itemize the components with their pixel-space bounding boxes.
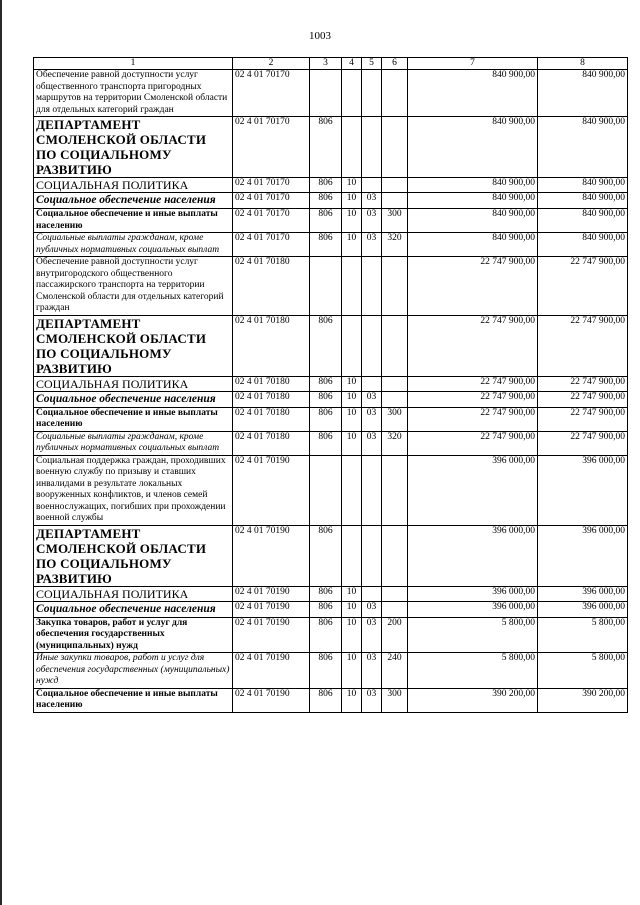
department-code: 806: [310, 653, 342, 689]
table-row: [34, 391, 628, 407]
department-code: [310, 70, 342, 117]
row-name: Социальное обеспечение и иные выплаты населению: [34, 209, 233, 233]
header-cell: 8: [538, 58, 628, 70]
subsection-code: 03: [362, 233, 382, 257]
amount-col-7: 396 000,00: [408, 525, 538, 586]
row-name: Иные закупки товаров, работ и услуг для обеспечения государственных (муниципальных) нужд: [34, 653, 233, 689]
row-name: СОЦИАЛЬНАЯ ПОЛИТИКА: [34, 586, 233, 601]
department-code: 806: [310, 431, 342, 455]
expense-type-code: 320: [382, 431, 408, 455]
section-code: 10: [342, 391, 362, 407]
target-article-code: 02 4 01 70190: [233, 617, 310, 653]
table-row: [34, 617, 628, 653]
subsection-code: 03: [362, 617, 382, 653]
header-cell: 1: [34, 58, 233, 70]
amount-col-7: 396 000,00: [408, 455, 538, 525]
expense-type-code: [382, 601, 408, 617]
header-cell: 3: [310, 58, 342, 70]
expense-type-code: [382, 586, 408, 601]
amount-col-8: 5 800,00: [538, 617, 628, 653]
department-code: 806: [310, 315, 342, 376]
department-code: 806: [310, 601, 342, 617]
section-code: [342, 257, 362, 316]
amount-col-8: 22 747 900,00: [538, 407, 628, 431]
amount-col-8: 840 900,00: [538, 193, 628, 209]
table-body: [34, 70, 628, 713]
subsection-code: [362, 257, 382, 316]
row-name: Закупка товаров, работ и услуг для обеспечения государственных (муниципальных) нужд: [34, 617, 233, 653]
table-row: [34, 257, 628, 316]
target-article-code: 02 4 01 70190: [233, 455, 310, 525]
department-code: 806: [310, 407, 342, 431]
subsection-code: 03: [362, 653, 382, 689]
amount-col-7: 390 200,00: [408, 688, 538, 712]
row-name: Социальное обеспечение населения: [34, 601, 233, 617]
amount-col-7: 396 000,00: [408, 586, 538, 601]
expense-type-code: [382, 315, 408, 376]
expense-type-code: [382, 70, 408, 117]
row-name: СОЦИАЛЬНАЯ ПОЛИТИКА: [34, 178, 233, 193]
table-row: [34, 233, 628, 257]
amount-col-7: 22 747 900,00: [408, 391, 538, 407]
amount-col-8: 5 800,00: [538, 653, 628, 689]
section-code: [342, 315, 362, 376]
department-code: 806: [310, 376, 342, 391]
page-number: 1003: [309, 30, 331, 42]
amount-col-8: 840 900,00: [538, 209, 628, 233]
table-header-row: [34, 58, 628, 70]
subsection-code: 03: [362, 601, 382, 617]
amount-col-8: 22 747 900,00: [538, 315, 628, 376]
subsection-code: [362, 455, 382, 525]
row-name: Социальные выплаты гражданам, кроме публичных нормативных социальных выплат: [34, 233, 233, 257]
expense-type-code: [382, 178, 408, 193]
amount-col-8: 396 000,00: [538, 601, 628, 617]
section-code: 10: [342, 617, 362, 653]
header-cell: 7: [408, 58, 538, 70]
target-article-code: 02 4 01 70170: [233, 70, 310, 117]
target-article-code: 02 4 01 70170: [233, 178, 310, 193]
subsection-code: [362, 117, 382, 178]
table-row: [34, 455, 628, 525]
row-name: ДЕПАРТАМЕНТ СМОЛЕНСКОЙ ОБЛАСТИ ПО СОЦИАЛЬНОМУ РАЗВИТИЮ: [34, 117, 233, 178]
amount-col-7: 22 747 900,00: [408, 407, 538, 431]
expense-type-code: [382, 117, 408, 178]
amount-col-8: 396 000,00: [538, 525, 628, 586]
amount-col-7: 22 747 900,00: [408, 431, 538, 455]
amount-col-8: 22 747 900,00: [538, 431, 628, 455]
table-row: [34, 376, 628, 391]
amount-col-8: 396 000,00: [538, 455, 628, 525]
amount-col-8: 22 747 900,00: [538, 391, 628, 407]
table-row: [34, 209, 628, 233]
amount-col-8: 390 200,00: [538, 688, 628, 712]
department-code: 806: [310, 117, 342, 178]
subsection-code: [362, 586, 382, 601]
amount-col-8: 396 000,00: [538, 586, 628, 601]
section-code: 10: [342, 376, 362, 391]
expense-type-code: [382, 391, 408, 407]
target-article-code: 02 4 01 70190: [233, 653, 310, 689]
department-code: 806: [310, 233, 342, 257]
section-code: 10: [342, 407, 362, 431]
table-row: [34, 688, 628, 712]
target-article-code: 02 4 01 70180: [233, 257, 310, 316]
department-code: 806: [310, 178, 342, 193]
section-code: 10: [342, 193, 362, 209]
section-code: 10: [342, 209, 362, 233]
amount-col-8: 840 900,00: [538, 233, 628, 257]
amount-col-7: 5 800,00: [408, 653, 538, 689]
table-row: [34, 117, 628, 178]
section-code: 10: [342, 688, 362, 712]
amount-col-7: 840 900,00: [408, 70, 538, 117]
subsection-code: [362, 525, 382, 586]
expense-type-code: [382, 525, 408, 586]
expense-type-code: [382, 376, 408, 391]
department-code: 806: [310, 688, 342, 712]
table-row: [34, 70, 628, 117]
row-name: Социальная поддержка граждан, проходивших военную службу по призыву и ставших инвалидами в результате локальных вооруженных конфликтов, и членов семей военнослужащих, погибших при прохождении военной службы: [34, 455, 233, 525]
subsection-code: [362, 376, 382, 391]
target-article-code: 02 4 01 70170: [233, 233, 310, 257]
expense-type-code: [382, 455, 408, 525]
amount-col-8: 840 900,00: [538, 178, 628, 193]
section-code: [342, 70, 362, 117]
expense-type-code: 300: [382, 209, 408, 233]
section-code: 10: [342, 431, 362, 455]
department-code: 806: [310, 617, 342, 653]
row-name: СОЦИАЛЬНАЯ ПОЛИТИКА: [34, 376, 233, 391]
target-article-code: 02 4 01 70170: [233, 209, 310, 233]
table-row: [34, 431, 628, 455]
target-article-code: 02 4 01 70170: [233, 117, 310, 178]
expense-type-code: 200: [382, 617, 408, 653]
subsection-code: 03: [362, 688, 382, 712]
table-row: [34, 193, 628, 209]
table-row: [34, 653, 628, 689]
amount-col-7: 840 900,00: [408, 178, 538, 193]
section-code: 10: [342, 601, 362, 617]
expense-type-code: [382, 257, 408, 316]
amount-col-7: 22 747 900,00: [408, 376, 538, 391]
scan-edge-line: [0, 0, 2, 905]
section-code: [342, 455, 362, 525]
table-row: [34, 407, 628, 431]
row-name: Социальное обеспечение населения: [34, 193, 233, 209]
row-name: Социальные выплаты гражданам, кроме публичных нормативных социальных выплат: [34, 431, 233, 455]
target-article-code: 02 4 01 70190: [233, 601, 310, 617]
section-code: 10: [342, 653, 362, 689]
target-article-code: 02 4 01 70190: [233, 525, 310, 586]
amount-col-7: 840 900,00: [408, 209, 538, 233]
department-code: 806: [310, 193, 342, 209]
amount-col-8: 22 747 900,00: [538, 257, 628, 316]
amount-col-8: 840 900,00: [538, 70, 628, 117]
row-name: Обеспечение равной доступности услуг общественного транспорта пригородных маршрутов на территории Смоленской области для отдельных категорий граждан: [34, 70, 233, 117]
header-cell: 2: [233, 58, 310, 70]
table-row: [34, 315, 628, 376]
amount-col-7: 840 900,00: [408, 233, 538, 257]
department-code: 806: [310, 586, 342, 601]
subsection-code: [362, 315, 382, 376]
section-code: 10: [342, 586, 362, 601]
amount-col-7: 396 000,00: [408, 601, 538, 617]
department-code: 806: [310, 391, 342, 407]
subsection-code: 03: [362, 431, 382, 455]
row-name: ДЕПАРТАМЕНТ СМОЛЕНСКОЙ ОБЛАСТИ ПО СОЦИАЛЬНОМУ РАЗВИТИЮ: [34, 525, 233, 586]
expense-type-code: 320: [382, 233, 408, 257]
amount-col-7: 840 900,00: [408, 193, 538, 209]
header-cell: 6: [382, 58, 408, 70]
expense-type-code: 300: [382, 688, 408, 712]
expense-type-code: 240: [382, 653, 408, 689]
table-row: [34, 586, 628, 601]
budget-table: [33, 57, 628, 713]
target-article-code: 02 4 01 70190: [233, 586, 310, 601]
table-row: [34, 601, 628, 617]
amount-col-7: 22 747 900,00: [408, 257, 538, 316]
amount-col-7: 22 747 900,00: [408, 315, 538, 376]
target-article-code: 02 4 01 70180: [233, 376, 310, 391]
subsection-code: 03: [362, 209, 382, 233]
subsection-code: 03: [362, 391, 382, 407]
target-article-code: 02 4 01 70190: [233, 688, 310, 712]
section-code: 10: [342, 178, 362, 193]
subsection-code: [362, 178, 382, 193]
header-cell: 4: [342, 58, 362, 70]
row-name: Социальное обеспечение населения: [34, 391, 233, 407]
table-row: [34, 178, 628, 193]
subsection-code: 03: [362, 407, 382, 431]
table-row: [34, 525, 628, 586]
target-article-code: 02 4 01 70180: [233, 391, 310, 407]
department-code: 806: [310, 209, 342, 233]
amount-col-8: 840 900,00: [538, 117, 628, 178]
section-code: [342, 525, 362, 586]
target-article-code: 02 4 01 70180: [233, 315, 310, 376]
row-name: Социальное обеспечение и иные выплаты населению: [34, 688, 233, 712]
expense-type-code: 300: [382, 407, 408, 431]
target-article-code: 02 4 01 70170: [233, 193, 310, 209]
header-cell: 5: [362, 58, 382, 70]
department-code: [310, 257, 342, 316]
row-name: Обеспечение равной доступности услуг внутригородского общественного пассажирского транспорта на территории Смоленской области для отдельных категорий граждан: [34, 257, 233, 316]
department-code: 806: [310, 525, 342, 586]
row-name: ДЕПАРТАМЕНТ СМОЛЕНСКОЙ ОБЛАСТИ ПО СОЦИАЛЬНОМУ РАЗВИТИЮ: [34, 315, 233, 376]
expense-type-code: [382, 193, 408, 209]
subsection-code: [362, 70, 382, 117]
amount-col-8: 22 747 900,00: [538, 376, 628, 391]
amount-col-7: 840 900,00: [408, 117, 538, 178]
subsection-code: 03: [362, 193, 382, 209]
department-code: [310, 455, 342, 525]
target-article-code: 02 4 01 70180: [233, 407, 310, 431]
target-article-code: 02 4 01 70180: [233, 431, 310, 455]
row-name: Социальное обеспечение и иные выплаты населению: [34, 407, 233, 431]
amount-col-7: 5 800,00: [408, 617, 538, 653]
section-code: 10: [342, 233, 362, 257]
section-code: [342, 117, 362, 178]
